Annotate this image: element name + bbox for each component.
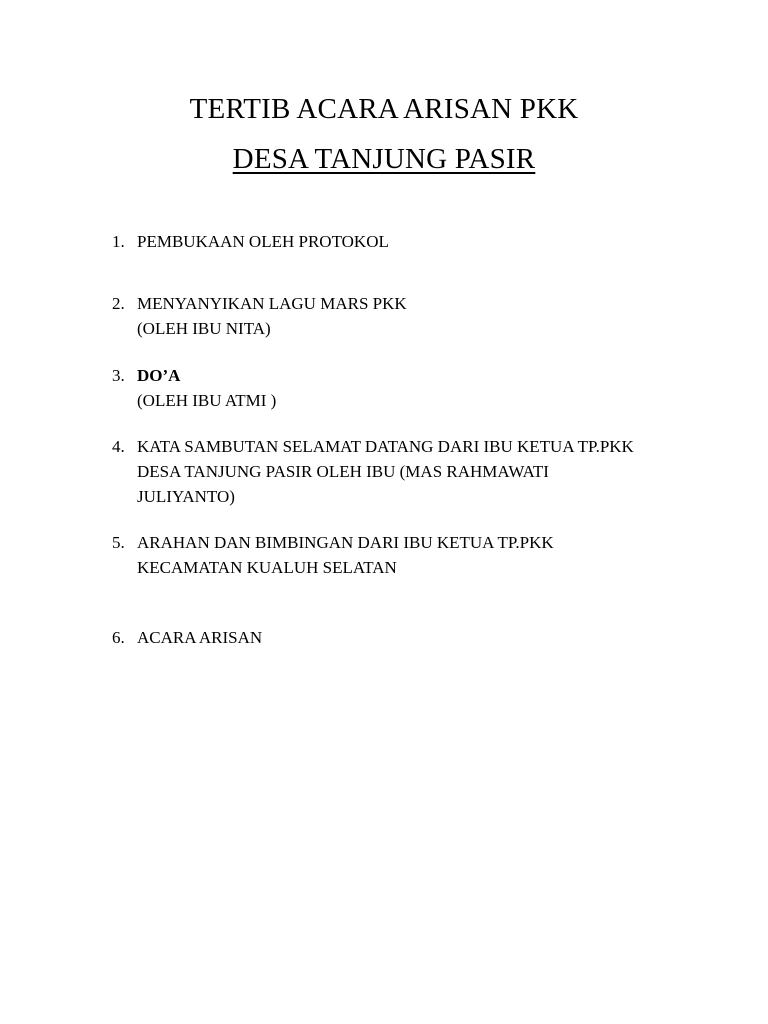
list-item-line: ARAHAN DAN BIMBINGAN DARI IBU KETUA TP.PKK — [137, 533, 554, 552]
document-subtitle — [0, 142, 768, 176]
list-item — [112, 434, 732, 509]
list-item-number: 3. — [112, 366, 125, 385]
list-item-number: 2. — [112, 294, 125, 313]
list-item — [112, 363, 732, 413]
list-item-line: DESA TANJUNG PASIR OLEH IBU (MAS RAHMAWATI — [137, 462, 549, 481]
list-item-number: 5. — [112, 533, 125, 552]
list-item — [112, 530, 732, 580]
list-item — [112, 291, 732, 341]
document-subtitle-text: DESA TANJUNG PASIR — [232, 143, 536, 175]
list-item-line: KATA SAMBUTAN SELAMAT DATANG DARI IBU KETUA TP.PKK — [137, 437, 634, 456]
list-item-number: 1. — [112, 232, 125, 251]
list-item-line: JULIYANTO) — [137, 487, 235, 506]
list-item — [112, 229, 732, 254]
list-item-line: DO’A — [137, 366, 181, 385]
list-item-line: KECAMATAN KUALUH SELATAN — [137, 558, 397, 577]
list-item-line: MENYANYIKAN LAGU MARS PKK — [137, 294, 407, 313]
list-item-line: ACARA ARISAN — [137, 628, 263, 647]
list-item-line: (OLEH IBU ATMI ) — [137, 391, 277, 410]
list-item — [112, 625, 732, 650]
list-item-line: (OLEH IBU NITA) — [137, 319, 271, 338]
list-item-number: 4. — [112, 437, 125, 456]
document-title: TERTIB ACARA ARISAN PKK — [189, 93, 579, 125]
list-item-line: PEMBUKAAN OLEH PROTOKOL — [137, 232, 389, 251]
list-item-number: 6. — [112, 628, 125, 647]
